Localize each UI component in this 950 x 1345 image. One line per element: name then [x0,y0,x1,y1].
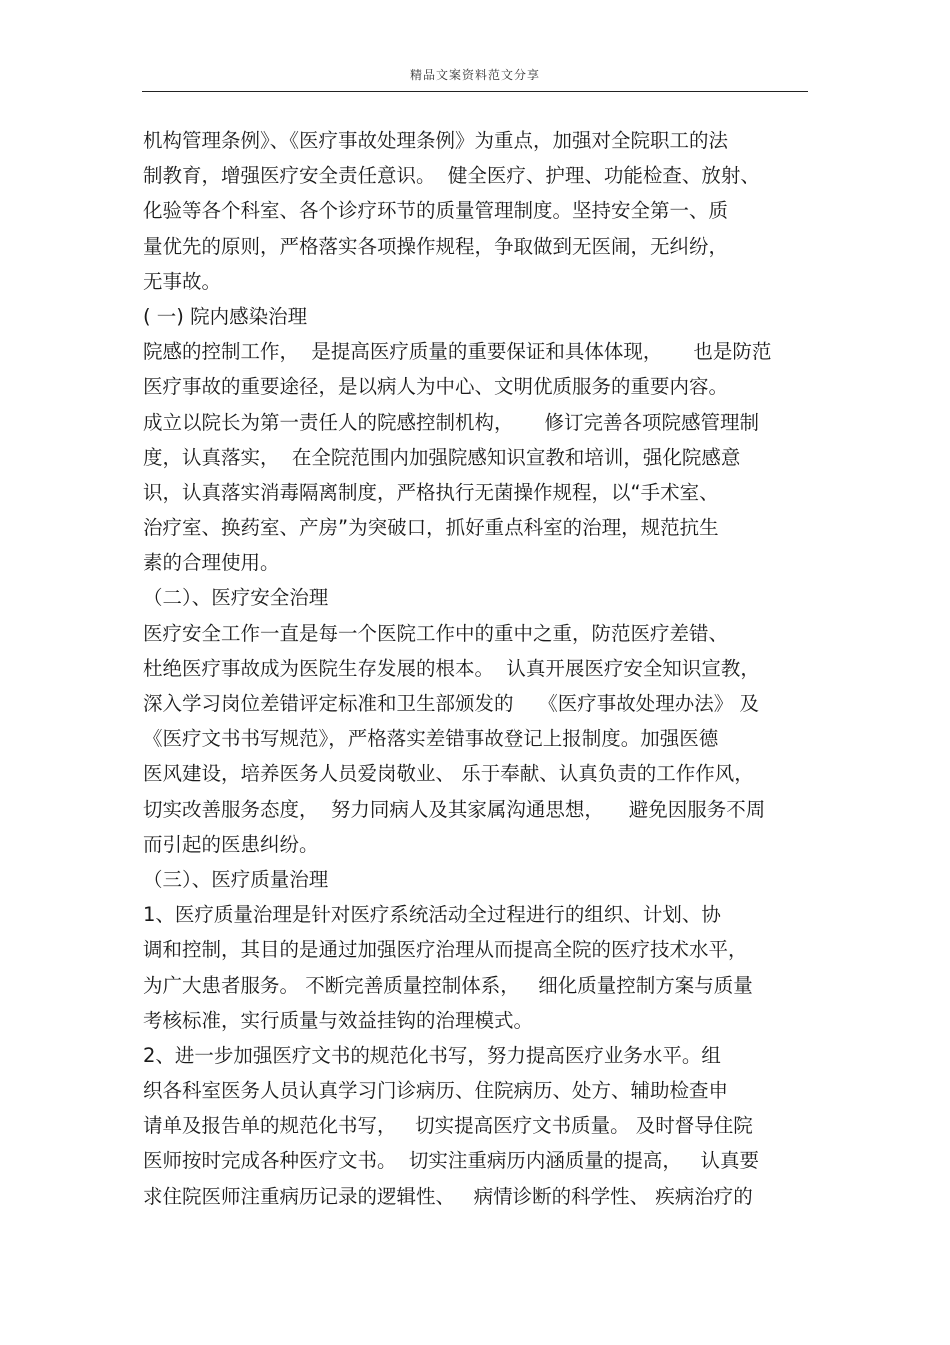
text-line: 医疗安全工作一直是每一个医院工作中的重中之重，防范医疗差错、 [143,621,729,645]
text-line: 调和控制，其目的是通过加强医疗治理从而提高全院的医疗技术水平， [143,938,748,962]
text-line: 考核标准，实行质量与效益挂钩的治理模式。 [143,1008,534,1032]
section-heading: ( 一) 院内感染治理 [143,304,308,328]
text-line: 成立以院长为第一责任人的院感控制机构， 修订完善各项院感管理制 [143,410,759,434]
document-body [143,123,813,1214]
text-line: 治疗室、换药室、产房”为突破口，抓好重点科室的治理，规范抗生 [143,516,719,540]
text-line: 求住院医师注重病历记录的逻辑性、 病情诊断的科学性、 疾病治疗的 [143,1184,753,1208]
text-line: 请单及报告单的规范化书写， 切实提高医疗文书质量。 及时督导住院 [143,1114,753,1138]
text-line: 素的合理使用。 [143,551,280,575]
section-heading: （三）、医疗质量治理 [143,867,329,891]
text-line: 杜绝医疗事故成为医院生存发展的根本。 认真开展医疗安全知识宣教， [143,656,760,680]
text-line: 医疗事故的重要途径，是以病人为中心、文明优质服务的重要内容。 [143,375,729,399]
text-line: 《医疗文书书写规范》，严格落实差错事故登记上报制度。加强医德 [143,727,719,751]
text-line: 无事故。 [143,269,222,293]
text-line: 院感的控制工作， 是提高医疗质量的重要保证和具体体现， 也是防范 [143,340,772,364]
text-line: 机构管理条例》、《医疗事故处理条例》为重点，加强对全院职工的法 [143,129,729,152]
text-line: 医师按时完成各种医疗文书。 切实注重病历内涵质量的提高， 认真要 [143,1149,759,1173]
text-line: 识，认真落实消毒隔离制度，严格执行无菌操作规程，以“手术室、 [143,480,719,504]
text-line: 化验等各个科室、各个诊疗环节的质量管理制度。坚持安全第一、质 [143,199,729,223]
text-line: 深入学习岗位差错评定标准和卫生部颁发的 《医疗事故处理办法》 及 [143,692,759,715]
text-line: 为广大患者服务。 不断完善质量控制体系， 细化质量控制方案与质量 [143,973,753,997]
page-header-title: 精品文案资料范文分享 [409,68,540,82]
section-heading: （二）、医疗安全治理 [143,586,329,610]
text-line: 医风建设，培养医务人员爱岗敬业、 乐于奉献、认真负责的工作作风， [143,762,754,786]
text-line: 制教育，增强医疗安全责任意识。 健全医疗、护理、功能检查、放射、 [143,164,760,188]
text-line: 织各科室医务人员认真学习门诊病历、住院病历、处方、辅助检查申 [143,1079,729,1103]
text-line: 切实改善服务态度， 努力同病人及其家属沟通思想， 避免因服务不周 [143,797,766,821]
header-divider [142,91,808,92]
text-line: 度，认真落实， 在全院范围内加强院感知识宣教和培训，强化院感意 [143,445,741,469]
text-line: 1、医疗质量治理是针对医疗系统活动全过程进行的组织、计划、协 [143,903,721,927]
text-line: 2、进一步加强医疗文书的规范化书写，努力提高医疗业务水平。组 [143,1043,721,1067]
text-line: 而引起的医患纠纷。 [143,832,319,856]
text-line: 量优先的原则，严格落实各项操作规程，争取做到无医闹，无纠纷， [143,234,729,258]
